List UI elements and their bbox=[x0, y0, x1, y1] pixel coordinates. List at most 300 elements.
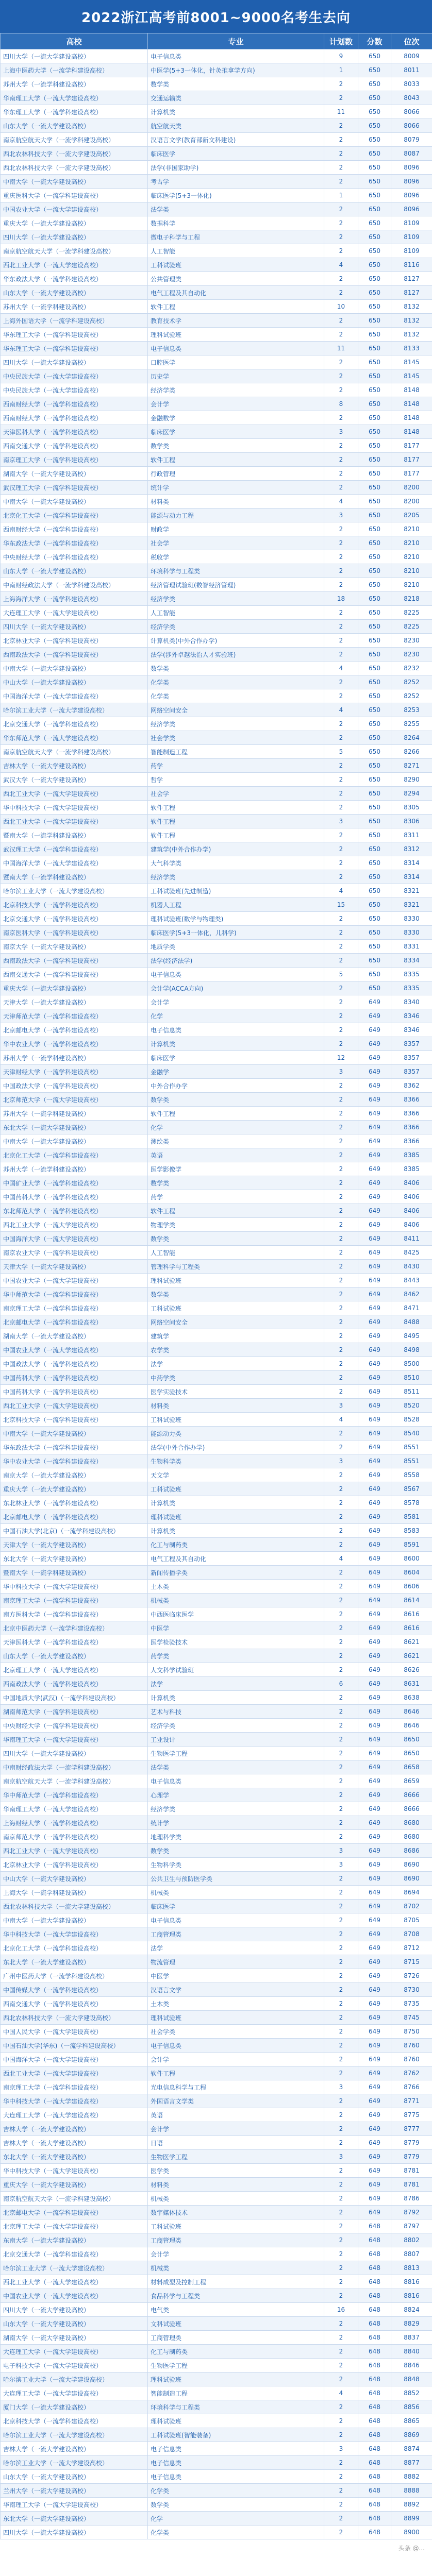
table-row bbox=[1, 1413, 432, 1427]
cell-school: 山东大学（一流大学建设高校） bbox=[1, 1649, 148, 1663]
cell-score: 650 bbox=[358, 648, 391, 662]
cell-score: 649 bbox=[358, 1983, 391, 1997]
cell-school: 南京理工大学（一流学科建设高校） bbox=[1, 2080, 148, 2094]
cell-plan: 2 bbox=[324, 2233, 358, 2247]
cell-major: 电子信息类 bbox=[148, 2456, 324, 2470]
cell-rank: 8779 bbox=[391, 2136, 432, 2150]
cell-score: 649 bbox=[358, 1482, 391, 1496]
cell-plan: 2 bbox=[324, 2094, 358, 2108]
cell-score: 650 bbox=[358, 119, 391, 133]
cell-score: 649 bbox=[358, 1566, 391, 1580]
cell-score: 649 bbox=[358, 1357, 391, 1371]
cell-major: 工业设计 bbox=[148, 1733, 324, 1747]
cell-major: 艺术与科技 bbox=[148, 1705, 324, 1719]
table-header-row bbox=[1, 33, 432, 49]
cell-rank: 8148 bbox=[391, 411, 432, 425]
table-row bbox=[1, 1719, 432, 1733]
cell-rank: 8406 bbox=[391, 1218, 432, 1232]
table-row bbox=[1, 1037, 432, 1051]
cell-score: 649 bbox=[358, 2136, 391, 2150]
cell-major: 计算机类 bbox=[148, 1691, 324, 1705]
cell-major: 化学类 bbox=[148, 689, 324, 703]
cell-plan: 2 bbox=[324, 2108, 358, 2122]
cell-plan: 5 bbox=[324, 745, 358, 759]
cell-major: 理科试验班(数学与物理类) bbox=[148, 912, 324, 926]
table-row bbox=[1, 745, 432, 759]
cell-score: 649 bbox=[358, 1190, 391, 1204]
cell-score: 649 bbox=[358, 1051, 391, 1065]
cell-school: 中国农业大学（一流大学建设高校） bbox=[1, 2289, 148, 2303]
table-row bbox=[1, 1552, 432, 1566]
cell-score: 650 bbox=[358, 981, 391, 995]
cell-score: 650 bbox=[358, 620, 391, 634]
cell-rank: 8290 bbox=[391, 773, 432, 787]
cell-plan: 2 bbox=[324, 2400, 358, 2414]
cell-rank: 8730 bbox=[391, 1983, 432, 1997]
cell-school: 西北工业大学（一流大学建设高校） bbox=[1, 787, 148, 801]
cell-plan: 2 bbox=[324, 1176, 358, 1190]
cell-rank: 8865 bbox=[391, 2414, 432, 2428]
cell-major: 电子信息类 bbox=[148, 2039, 324, 2053]
cell-school: 南方医科大学（一流学科建设高校） bbox=[1, 1607, 148, 1621]
cell-score: 649 bbox=[358, 1663, 391, 1677]
cell-rank: 8824 bbox=[391, 2303, 432, 2317]
cell-plan: 2 bbox=[324, 383, 358, 397]
table-row bbox=[1, 147, 432, 161]
cell-school: 上海大学（一流学科建设高校） bbox=[1, 1886, 148, 1900]
cell-score: 649 bbox=[358, 1301, 391, 1315]
cell-score: 648 bbox=[358, 2386, 391, 2400]
cell-rank: 8750 bbox=[391, 2025, 432, 2039]
cell-major: 理科试验班 bbox=[148, 2414, 324, 2428]
table-row bbox=[1, 2039, 432, 2053]
cell-plan: 5 bbox=[324, 968, 358, 981]
cell-major: 工商管理类 bbox=[148, 2331, 324, 2345]
cell-major: 法学(涉外卓越法治人才实验班) bbox=[148, 648, 324, 662]
cell-plan: 4 bbox=[324, 662, 358, 675]
table-row bbox=[1, 2456, 432, 2470]
cell-school: 中央财经大学（一流学科建设高校） bbox=[1, 550, 148, 564]
cell-rank: 8650 bbox=[391, 1747, 432, 1760]
cell-major: 医学影像学 bbox=[148, 1162, 324, 1176]
cell-school: 西南交通大学（一流学科建设高校） bbox=[1, 439, 148, 453]
table-row bbox=[1, 1399, 432, 1413]
cell-plan: 2 bbox=[324, 1594, 358, 1607]
cell-plan: 3 bbox=[324, 1844, 358, 1858]
cell-major: 数据科学 bbox=[148, 216, 324, 230]
cell-score: 648 bbox=[358, 2526, 391, 2539]
cell-major: 医学检验技术 bbox=[148, 1635, 324, 1649]
cell-school: 中国海洋大学（一流大学建设高校） bbox=[1, 689, 148, 703]
cell-plan: 2 bbox=[324, 620, 358, 634]
cell-plan: 2 bbox=[324, 717, 358, 731]
cell-score: 650 bbox=[358, 606, 391, 620]
cell-rank: 8726 bbox=[391, 1969, 432, 1983]
cell-major: 医学类 bbox=[148, 2164, 324, 2178]
cell-plan: 2 bbox=[324, 1343, 358, 1357]
cell-school: 西北农林科技大学（一流大学建设高校） bbox=[1, 147, 148, 161]
cell-plan: 2 bbox=[324, 981, 358, 995]
cell-major: 日语 bbox=[148, 2136, 324, 2150]
table-row bbox=[1, 1134, 432, 1148]
cell-school: 天津师范大学（一流学科建设高校） bbox=[1, 1009, 148, 1023]
table-row bbox=[1, 2303, 432, 2317]
cell-plan: 2 bbox=[324, 1162, 358, 1176]
cell-rank: 8892 bbox=[391, 2498, 432, 2512]
cell-major: 临床医学 bbox=[148, 1900, 324, 1913]
cell-score: 649 bbox=[358, 1580, 391, 1594]
table-row bbox=[1, 2053, 432, 2066]
cell-rank: 8786 bbox=[391, 2192, 432, 2206]
cell-plan: 2 bbox=[324, 1886, 358, 1900]
cell-major: 生物医学工程 bbox=[148, 2359, 324, 2372]
cell-school: 华东政法大学（一流学科建设高校） bbox=[1, 1440, 148, 1454]
cell-score: 650 bbox=[358, 481, 391, 495]
table-row bbox=[1, 1580, 432, 1594]
cell-plan: 2 bbox=[324, 1357, 358, 1371]
cell-rank: 8305 bbox=[391, 801, 432, 815]
cell-score: 648 bbox=[358, 2345, 391, 2359]
cell-rank: 8362 bbox=[391, 1079, 432, 1093]
cell-school: 北京化工大学（一流学科建设高校） bbox=[1, 1941, 148, 1955]
cell-school: 东北师范大学（一流学科建设高校） bbox=[1, 1204, 148, 1218]
cell-plan: 2 bbox=[324, 801, 358, 815]
cell-plan: 2 bbox=[324, 759, 358, 773]
cell-major: 软件工程 bbox=[148, 801, 324, 815]
cell-school: 中国石油大学(华东)（一流学科建设高校） bbox=[1, 2039, 148, 2053]
table-row bbox=[1, 1858, 432, 1872]
cell-plan: 3 bbox=[324, 1454, 358, 1468]
cell-score: 650 bbox=[358, 940, 391, 954]
table-row bbox=[1, 828, 432, 842]
table-body bbox=[1, 49, 432, 2539]
cell-score: 650 bbox=[358, 898, 391, 912]
cell-school: 北京邮电大学（一流学科建设高校） bbox=[1, 1315, 148, 1329]
table-row bbox=[1, 2122, 432, 2136]
cell-major: 土木类 bbox=[148, 1997, 324, 2011]
cell-plan: 2 bbox=[324, 2345, 358, 2359]
table-row bbox=[1, 1343, 432, 1357]
cell-rank: 8614 bbox=[391, 1594, 432, 1607]
table-row bbox=[1, 216, 432, 230]
table-row bbox=[1, 1663, 432, 1677]
cell-school: 北京林业大学（一流学科建设高校） bbox=[1, 634, 148, 648]
cell-rank: 8334 bbox=[391, 954, 432, 968]
table-row bbox=[1, 842, 432, 856]
table-row bbox=[1, 2080, 432, 2094]
cell-school: 华中师范大学（一流学科建设高校） bbox=[1, 1788, 148, 1802]
cell-rank: 8148 bbox=[391, 425, 432, 439]
cell-major: 航空航天类 bbox=[148, 119, 324, 133]
cell-major: 工科试验班 bbox=[148, 1482, 324, 1496]
footer bbox=[0, 2539, 432, 2560]
table-row bbox=[1, 620, 432, 634]
cell-major: 会计学 bbox=[148, 397, 324, 411]
cell-major: 数学类 bbox=[148, 1844, 324, 1858]
cell-plan: 2 bbox=[324, 2066, 358, 2080]
cell-rank: 8127 bbox=[391, 286, 432, 300]
cell-rank: 8852 bbox=[391, 2386, 432, 2400]
cell-plan: 2 bbox=[324, 286, 358, 300]
cell-plan: 2 bbox=[324, 926, 358, 940]
cell-rank: 8132 bbox=[391, 328, 432, 342]
cell-score: 649 bbox=[358, 1913, 391, 1927]
cell-plan: 2 bbox=[324, 2206, 358, 2219]
cell-major: 经济学类 bbox=[148, 592, 324, 606]
cell-score: 650 bbox=[358, 536, 391, 550]
cell-plan: 3 bbox=[324, 2150, 358, 2164]
cell-rank: 8816 bbox=[391, 2289, 432, 2303]
table-row bbox=[1, 773, 432, 787]
cell-school: 北京邮电大学（一流学科建设高校） bbox=[1, 1023, 148, 1037]
cell-score: 649 bbox=[358, 1468, 391, 1482]
cell-score: 650 bbox=[358, 634, 391, 648]
cell-plan: 2 bbox=[324, 369, 358, 383]
cell-major: 统计学 bbox=[148, 481, 324, 495]
table-row bbox=[1, 439, 432, 453]
cell-score: 649 bbox=[358, 1886, 391, 1900]
cell-plan: 2 bbox=[324, 2414, 358, 2428]
cell-major: 临床医学(5+3一体化，儿科学) bbox=[148, 926, 324, 940]
cell-major: 经济学类 bbox=[148, 383, 324, 397]
cell-major: 法学类 bbox=[148, 202, 324, 216]
cell-plan: 4 bbox=[324, 495, 358, 509]
cell-rank: 8148 bbox=[391, 397, 432, 411]
cell-school: 苏州大学（一流学科建设高校） bbox=[1, 1107, 148, 1121]
cell-rank: 8802 bbox=[391, 2233, 432, 2247]
cell-rank: 8705 bbox=[391, 1913, 432, 1927]
cell-school: 华中师范大学（一流学科建设高校） bbox=[1, 1287, 148, 1301]
cell-rank: 8646 bbox=[391, 1705, 432, 1719]
cell-major: 电气工程及其自动化 bbox=[148, 1552, 324, 1566]
cell-plan: 2 bbox=[324, 2317, 358, 2331]
table-row bbox=[1, 1844, 432, 1858]
cell-major: 历史学 bbox=[148, 369, 324, 383]
cell-major: 经济学类 bbox=[148, 620, 324, 634]
cell-rank: 8781 bbox=[391, 2178, 432, 2192]
cell-plan: 2 bbox=[324, 1371, 358, 1385]
cell-major: 软件工程 bbox=[148, 828, 324, 842]
cell-score: 649 bbox=[358, 1204, 391, 1218]
cell-rank: 8205 bbox=[391, 509, 432, 522]
cell-score: 649 bbox=[358, 1093, 391, 1107]
cell-school: 西北工业大学（一流大学建设高校） bbox=[1, 1399, 148, 1413]
cell-score: 649 bbox=[358, 1552, 391, 1566]
cell-school: 哈尔滨工业大学（一流大学建设高校） bbox=[1, 703, 148, 717]
table-row bbox=[1, 1357, 432, 1371]
cell-score: 649 bbox=[358, 2178, 391, 2192]
cell-rank: 8666 bbox=[391, 1788, 432, 1802]
cell-school: 苏州大学（一流学科建设高校） bbox=[1, 1162, 148, 1176]
cell-school: 北京中医药大学（一流学科建设高校） bbox=[1, 1621, 148, 1635]
cell-rank: 8011 bbox=[391, 63, 432, 77]
cell-plan: 2 bbox=[324, 272, 358, 286]
cell-plan: 2 bbox=[324, 912, 358, 926]
cell-rank: 8680 bbox=[391, 1830, 432, 1844]
cell-score: 648 bbox=[358, 2470, 391, 2484]
cell-score: 649 bbox=[358, 1788, 391, 1802]
table-row bbox=[1, 397, 432, 411]
cell-major: 会计学 bbox=[148, 2122, 324, 2136]
header-rank: 位次 bbox=[391, 33, 432, 49]
cell-score: 650 bbox=[358, 773, 391, 787]
cell-school: 大连理工大学（一流大学建设高校） bbox=[1, 2345, 148, 2359]
cell-plan: 2 bbox=[324, 1107, 358, 1121]
cell-plan: 2 bbox=[324, 1830, 358, 1844]
table-row bbox=[1, 1913, 432, 1927]
cell-plan: 2 bbox=[324, 216, 358, 230]
cell-rank: 8899 bbox=[391, 2512, 432, 2526]
cell-major: 税收学 bbox=[148, 550, 324, 564]
cell-school: 暨南大学（一流学科建设高校） bbox=[1, 1566, 148, 1580]
cell-rank: 8498 bbox=[391, 1343, 432, 1357]
cell-rank: 8366 bbox=[391, 1121, 432, 1134]
cell-major: 理科试验班 bbox=[148, 2011, 324, 2025]
cell-plan: 4 bbox=[324, 2386, 358, 2400]
cell-rank: 8856 bbox=[391, 2400, 432, 2414]
cell-score: 650 bbox=[358, 244, 391, 258]
cell-major: 软件工程 bbox=[148, 1107, 324, 1121]
cell-major: 医学实验技术 bbox=[148, 1385, 324, 1399]
cell-major: 工科试验班 bbox=[148, 2219, 324, 2233]
cell-school: 哈尔滨工业大学（一流大学建设高校） bbox=[1, 2261, 148, 2275]
cell-score: 648 bbox=[358, 2317, 391, 2331]
cell-plan: 2 bbox=[324, 1134, 358, 1148]
cell-major: 人工智能 bbox=[148, 244, 324, 258]
cell-score: 649 bbox=[358, 1733, 391, 1747]
cell-rank: 8266 bbox=[391, 745, 432, 759]
table-row bbox=[1, 2066, 432, 2080]
table-row bbox=[1, 2136, 432, 2150]
table-row bbox=[1, 1023, 432, 1037]
cell-rank: 8686 bbox=[391, 1844, 432, 1858]
cell-plan: 11 bbox=[324, 342, 358, 355]
cell-major: 中医学 bbox=[148, 1621, 324, 1635]
cell-rank: 8869 bbox=[391, 2428, 432, 2442]
cell-school: 东北大学（一流大学建设高校） bbox=[1, 2150, 148, 2164]
cell-school: 苏州大学（一流学科建设高校） bbox=[1, 1051, 148, 1065]
cell-major: 工科试验班 bbox=[148, 258, 324, 272]
cell-score: 650 bbox=[358, 175, 391, 189]
cell-plan: 2 bbox=[324, 1649, 358, 1663]
cell-rank: 8690 bbox=[391, 1858, 432, 1872]
cell-score: 650 bbox=[358, 189, 391, 202]
cell-school: 湖南大学（一流大学建设高校） bbox=[1, 1329, 148, 1343]
cell-major: 电子信息类 bbox=[148, 342, 324, 355]
table-row bbox=[1, 2261, 432, 2275]
cell-major: 统计学 bbox=[148, 1816, 324, 1830]
header-major: 专业 bbox=[148, 33, 324, 49]
table-row bbox=[1, 2011, 432, 2025]
cell-plan: 2 bbox=[324, 787, 358, 801]
cell-score: 649 bbox=[358, 1496, 391, 1510]
cell-score: 650 bbox=[358, 453, 391, 467]
cell-major: 生物医学工程 bbox=[148, 2150, 324, 2164]
cell-rank: 8145 bbox=[391, 355, 432, 369]
cell-score: 649 bbox=[358, 1371, 391, 1385]
cell-score: 650 bbox=[358, 439, 391, 453]
cell-score: 650 bbox=[358, 342, 391, 355]
table-row bbox=[1, 995, 432, 1009]
cell-school: 南京理工大学（一流学科建设高校） bbox=[1, 453, 148, 467]
cell-school: 华东政法大学（一流学科建设高校） bbox=[1, 536, 148, 550]
cell-plan: 2 bbox=[324, 1774, 358, 1788]
cell-major: 药学 bbox=[148, 759, 324, 773]
cell-score: 649 bbox=[358, 1134, 391, 1148]
cell-major: 社会学类 bbox=[148, 2025, 324, 2039]
cell-school: 北京邮电大学（一流学科建设高校） bbox=[1, 1510, 148, 1524]
cell-rank: 8583 bbox=[391, 1524, 432, 1538]
cell-school: 天津大学（一流大学建设高校） bbox=[1, 995, 148, 1009]
cell-school: 中国政法大学（一流学科建设高校） bbox=[1, 1357, 148, 1371]
cell-rank: 8330 bbox=[391, 912, 432, 926]
cell-score: 649 bbox=[358, 1941, 391, 1955]
cell-plan: 2 bbox=[324, 1913, 358, 1927]
table-row bbox=[1, 1079, 432, 1093]
cell-score: 649 bbox=[358, 1900, 391, 1913]
cell-score: 648 bbox=[358, 2233, 391, 2247]
cell-major: 电子信息类 bbox=[148, 2470, 324, 2484]
cell-rank: 8200 bbox=[391, 495, 432, 509]
cell-major: 文科试验班 bbox=[148, 2317, 324, 2331]
cell-plan: 2 bbox=[324, 1204, 358, 1218]
cell-school: 中国药科大学（一流学科建设高校） bbox=[1, 1190, 148, 1204]
cell-major: 交通运输类 bbox=[148, 91, 324, 105]
cell-rank: 8882 bbox=[391, 2470, 432, 2484]
table-row bbox=[1, 300, 432, 314]
cell-school: 北京交通大学（一流学科建设高校） bbox=[1, 2247, 148, 2261]
table-row bbox=[1, 495, 432, 509]
cell-plan: 2 bbox=[324, 2011, 358, 2025]
cell-score: 648 bbox=[358, 2247, 391, 2261]
cell-plan: 12 bbox=[324, 1051, 358, 1065]
cell-school: 吉林大学（一流大学建设高校） bbox=[1, 2122, 148, 2136]
cell-major: 能源动力类 bbox=[148, 1427, 324, 1440]
cell-score: 648 bbox=[358, 2261, 391, 2275]
cell-rank: 8680 bbox=[391, 1816, 432, 1830]
cell-plan: 2 bbox=[324, 773, 358, 787]
table-row bbox=[1, 1872, 432, 1886]
cell-school: 暨南大学（一流学科建设高校） bbox=[1, 828, 148, 842]
cell-score: 649 bbox=[358, 1955, 391, 1969]
header-plan: 计划数 bbox=[324, 33, 358, 49]
cell-rank: 8225 bbox=[391, 606, 432, 620]
table-row bbox=[1, 272, 432, 286]
table-row bbox=[1, 2498, 432, 2512]
cell-school: 中南大学（一流大学建设高校） bbox=[1, 1134, 148, 1148]
cell-major: 中医学(5+3一体化，针灸推拿学方向) bbox=[148, 63, 324, 77]
cell-plan: 2 bbox=[324, 2428, 358, 2442]
cell-plan: 2 bbox=[324, 453, 358, 467]
header-school: 高校 bbox=[1, 33, 148, 49]
cell-school: 重庆大学（一流大学建设高校） bbox=[1, 1482, 148, 1496]
admission-table bbox=[0, 33, 432, 2539]
cell-plan: 2 bbox=[324, 1023, 358, 1037]
cell-major: 工科试验班(智能装备) bbox=[148, 2428, 324, 2442]
cell-score: 649 bbox=[358, 1816, 391, 1830]
cell-score: 649 bbox=[358, 1538, 391, 1552]
cell-plan: 3 bbox=[324, 2442, 358, 2456]
cell-major: 法学(中外合作办学) bbox=[148, 1440, 324, 1454]
cell-plan: 2 bbox=[324, 411, 358, 425]
cell-rank: 8294 bbox=[391, 787, 432, 801]
cell-rank: 8043 bbox=[391, 91, 432, 105]
cell-score: 649 bbox=[358, 1649, 391, 1663]
cell-major: 软件工程 bbox=[148, 2066, 324, 2080]
cell-plan: 2 bbox=[324, 1816, 358, 1830]
cell-school: 重庆医科大学（一流学科建设高校） bbox=[1, 189, 148, 202]
cell-score: 650 bbox=[358, 842, 391, 856]
